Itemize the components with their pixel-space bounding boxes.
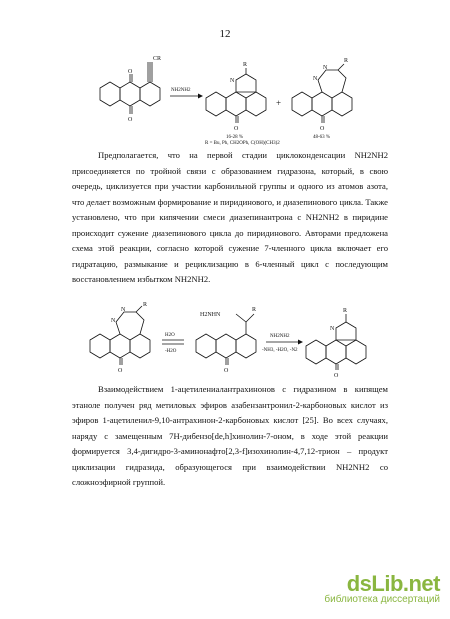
paragraph-1-text: Предполагается, что на первой стадии циклоконденсации NH2NH2 присоединяется по тройной связи с образованием гидразона, который, в свою очередь, циклизуется при участии карбонильной группы и одного из атомов азота, что делает возможным формирование и пиридинового, и диазепинового цикла. Также установлено, что при кипячении смеси диазепинантрона с NH2NH2 в пиридине происходит сужение диазепинового цикла до пиридинового. Авторами предложена схема этой реакции, согласно которой сужение 7-членного цикла включает его гидратацию, размыкание и рециклизацию в 6-членный цикл с последующим восстановлением избытком NH2NH2. [72,150,388,284]
paragraph-2-text: Взаимодействием 1-ацетилениалантрахинонов с гидразином в кипящем этаноле получен ряд метиловых эфиров азабензантронил-2-карбоновых кислот из эфиров 1-ацетиленил-9,10-антрахинон-2-карбоновых кислот [25]. Во всех случаях, наряду с замещенным 7H-дибензо[de,h]хинолин-7-оном, в ходе этой реакции формируется 3,4-дигидро-3-аминонафто[2,3-f]изохинолин-4,7,12-трион – продукт циклизации гидразида, образующегося при взаимодействии NH2NH2 со сложноэфирной группой. [72,384,388,487]
r-label-a: R [243,62,248,68]
watermark [324,571,440,605]
nitrogen-label-b2: N [323,65,328,71]
hydrazone-intermediate-structure [196,314,256,365]
yield-a: 16-28 % [226,135,244,140]
diazepinanthrone-structure [292,64,352,123]
yield-b: 48-63 % [313,135,331,140]
oxygen-label-a: O [234,126,239,132]
nitrogen-label-a: N [230,78,235,84]
reaction-arrowhead-1 [198,94,203,99]
s2-o-label-3: O [334,373,339,378]
s2-reagent2-bottom: -NH3, -H2O, -N2 [262,348,298,353]
s2-reagent2-top: NH2NH2 [270,334,290,339]
reaction-scheme-2 [0,300,450,378]
s2-o-label-2: O [224,368,229,374]
reagent-label: NH2NH2 [171,88,191,93]
page-number: 12 [219,28,231,40]
s2-reagent1-top: H2O [165,333,175,338]
oxygen-label-top: O [128,69,133,75]
r-label-b: R [344,58,349,64]
substituent-label: CR [153,56,162,62]
s2-o-label-1: O [118,368,123,374]
s2-n-label-3: N [330,326,335,332]
oxygen-label-bottom: O [128,117,133,123]
plus-sign: + [276,98,282,108]
s2-n-label-1: N [111,318,116,324]
s2-reagent1-bottom: -H2O [165,349,177,354]
s2-r-label-1: R [143,302,148,308]
azabenzanthrone-structure [206,68,266,123]
s2-r-label-3: R [343,308,348,314]
paragraph-1 [72,148,388,288]
s2-r-label-2: R [252,307,257,313]
s2-n-label-2: N [121,307,126,313]
hydrazone-label: H2NHN [200,312,221,318]
oxygen-label-b: O [320,126,325,132]
nitrogen-label-b1: N [313,76,318,82]
r-definition: R = Bu, Ph, CH2OPh, C(OH)(CH3)2 [205,141,280,145]
s2-arrowhead-2 [298,340,303,345]
paragraph-2 [72,382,388,491]
azabenzanthrone-product-structure [306,314,366,370]
scheme-1-drawing [0,40,450,145]
scheme-2-drawing [0,300,450,378]
watermark-logo: dsLib.net [346,571,440,596]
diazepine-start-structure [90,306,150,365]
reaction-scheme-1 [0,40,450,145]
watermark-tagline: библиотека диссертаций [324,594,440,605]
